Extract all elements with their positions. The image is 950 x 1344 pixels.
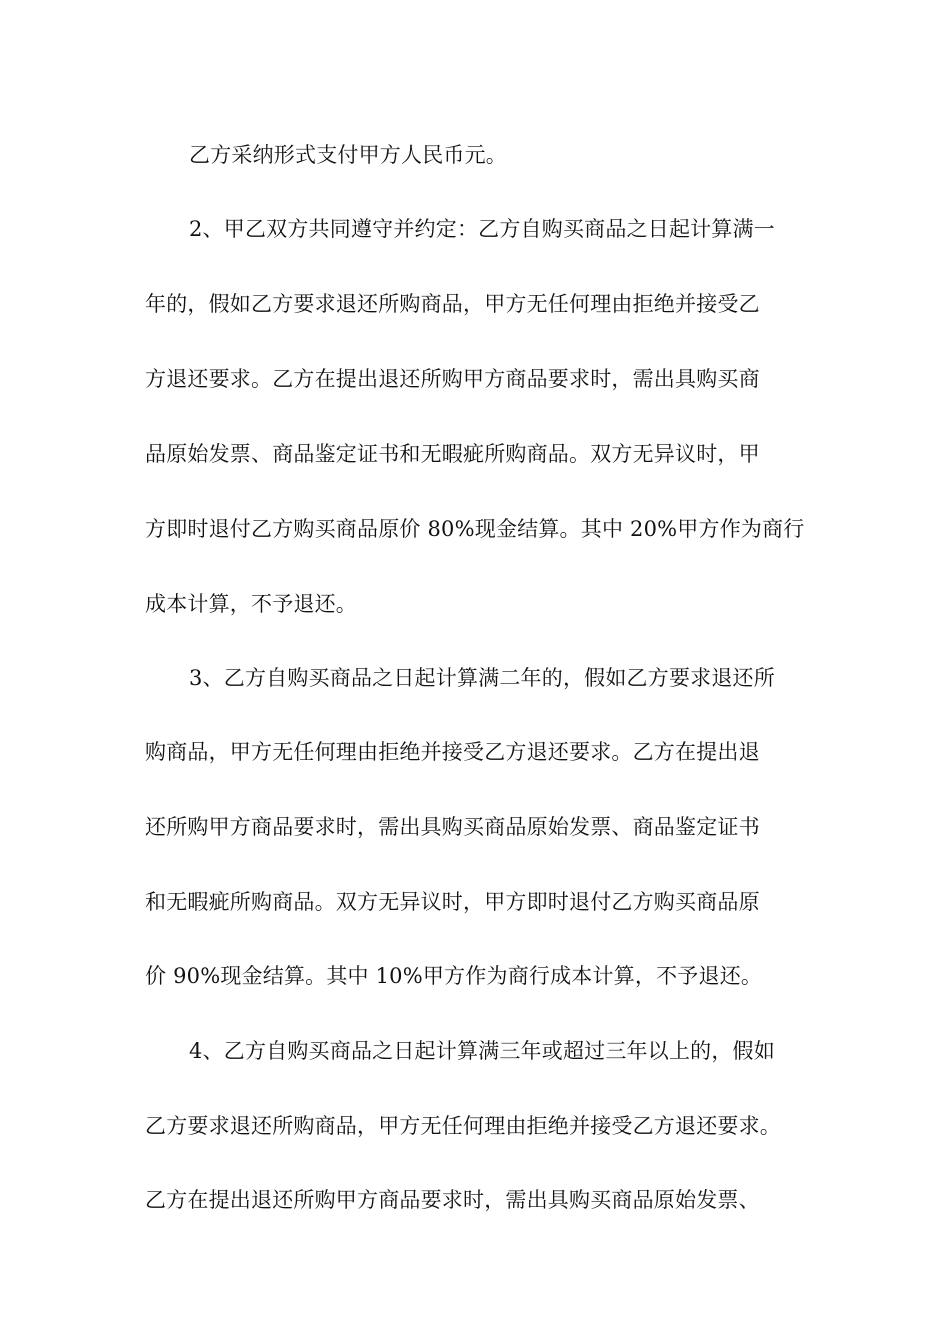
clause-2-line-1: 2、甲乙双方共同遵守并约定：乙方自购买商品之日起计算满一 [189, 217, 775, 241]
paragraph-1-line-1: 乙方采纳形式支付甲方人民币元。 [189, 143, 507, 167]
clause-2-line-2: 年的，假如乙方要求退还所购商品，甲方无任何理由拒绝并接受乙 [145, 292, 760, 316]
clause-4-line-1: 4、乙方自购买商品之日起计算满三年或超过三年以上的，假如 [189, 1039, 775, 1063]
clause-2-line-5: 方即时退付乙方购买商品原价 80%现金结算。其中 20%甲方作为商行 [145, 517, 805, 541]
clause-2-line-3: 方退还要求。乙方在提出退还所购甲方商品要求时，需出具购买商 [145, 367, 760, 391]
clause-3-line-3: 还所购甲方商品要求时，需出具购买商品原始发票、商品鉴定证书 [145, 815, 760, 839]
clause-3-line-1: 3、乙方自购买商品之日起计算满二年的，假如乙方要求退还所 [189, 666, 775, 690]
clause-4-line-2: 乙方要求退还所购商品，甲方无任何理由拒绝并接受乙方退还要求。 [145, 1114, 781, 1138]
clause-3-line-4: 和无暇疵所购商品。双方无异议时，甲方即时退付乙方购买商品原 [145, 890, 760, 914]
clause-4-line-3: 乙方在提出退还所购甲方商品要求时，需出具购买商品原始发票、 [145, 1188, 760, 1212]
clause-2-line-4: 品原始发票、商品鉴定证书和无暇疵所购商品。双方无异议时，甲 [145, 442, 760, 466]
clause-3-line-5: 价 90%现金结算。其中 10%甲方作为商行成本计算，不予退还。 [145, 964, 763, 988]
clause-3-line-2: 购商品，甲方无任何理由拒绝并接受乙方退还要求。乙方在提出退 [145, 740, 760, 764]
clause-2-line-6: 成本计算，不予退还。 [145, 592, 357, 616]
